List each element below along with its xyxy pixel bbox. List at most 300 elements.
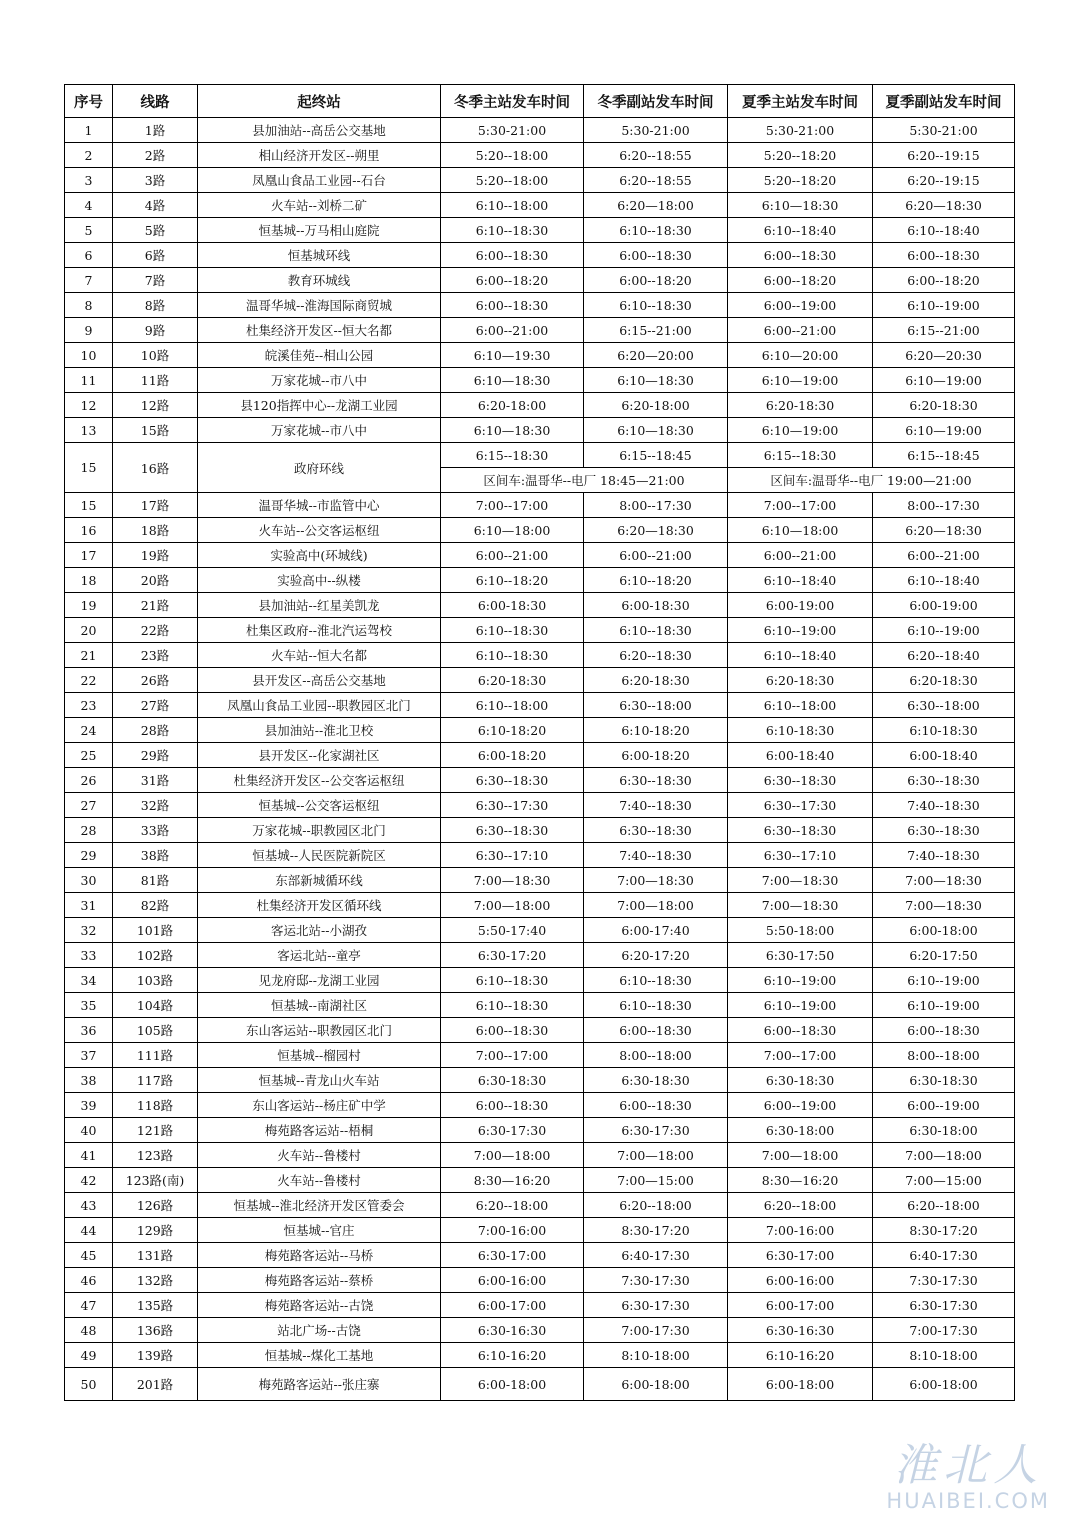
cell-winter-sub: 7:40--18:30 (584, 843, 728, 868)
cell-summer-main: 6:10--19:00 (728, 993, 873, 1018)
cell-winter-main: 6:00--18:30 (441, 1018, 584, 1043)
cell-winter-sub: 6:20—20:00 (584, 343, 728, 368)
cell-no: 36 (65, 1018, 113, 1043)
table-row (65, 943, 1015, 968)
cell-summer-main: 6:10-18:30 (728, 718, 873, 743)
cell-route: 19路 (113, 543, 198, 568)
cell-summer-main: 6:00-19:00 (728, 593, 873, 618)
cell-winter-sub: 6:20—18:30 (584, 518, 728, 543)
cell-no: 9 (65, 318, 113, 343)
cell-summer-sub: 6:20-18:30 (873, 393, 1015, 418)
cell-summer-sub: 5:30-21:00 (873, 118, 1015, 143)
cell-no: 41 (65, 1143, 113, 1168)
cell-summer-main: 6:10—19:00 (728, 418, 873, 443)
cell-no: 22 (65, 668, 113, 693)
table-row (65, 1368, 1015, 1401)
cell-stops: 客运北站--童亭 (198, 943, 441, 968)
cell-route: 18路 (113, 518, 198, 543)
cell-route: 32路 (113, 793, 198, 818)
cell-stops: 恒基城--南湖社区 (198, 993, 441, 1018)
cell-winter-main: 7:00-16:00 (441, 1218, 584, 1243)
cell-summer-sub: 6:20--19:15 (873, 168, 1015, 193)
cell-summer-sub: 7:30-17:30 (873, 1268, 1015, 1293)
table-row (65, 343, 1015, 368)
cell-winter-sub: 8:10-18:00 (584, 1343, 728, 1368)
cell-winter-main: 6:10--18:00 (441, 693, 584, 718)
cell-route: 11路 (113, 368, 198, 393)
cell-summer-main: 8:30—16:20 (728, 1168, 873, 1193)
table-row (65, 493, 1015, 518)
cell-winter-main: 6:10--18:30 (441, 643, 584, 668)
table-row (65, 893, 1015, 918)
cell-winter-sub: 7:00—15:00 (584, 1168, 728, 1193)
cell-winter-main: 7:00—18:00 (441, 893, 584, 918)
cell-no: 6 (65, 243, 113, 268)
cell-stops: 杜集经济开发区--公交客运枢纽 (198, 768, 441, 793)
cell-summer-main: 6:10-16:20 (728, 1343, 873, 1368)
cell-route: 20路 (113, 568, 198, 593)
cell-summer-sub: 6:00-18:00 (873, 1368, 1015, 1401)
cell-winter-main: 5:20--18:00 (441, 143, 584, 168)
cell-summer-main: 6:00-18:40 (728, 743, 873, 768)
cell-stops: 火车站--鲁楼村 (198, 1168, 441, 1193)
table-row (65, 643, 1015, 668)
header-winter-sub: 冬季副站发车时间 (584, 85, 728, 118)
cell-no: 26 (65, 768, 113, 793)
cell-winter-sub: 6:30-17:30 (584, 1118, 728, 1143)
cell-stops: 实验高中(环城线) (198, 543, 441, 568)
cell-route: 132路 (113, 1268, 198, 1293)
cell-winter-main: 6:30--18:30 (441, 818, 584, 843)
cell-summer-main: 6:30--18:30 (728, 818, 873, 843)
cell-winter-sub: 7:00—18:00 (584, 1143, 728, 1168)
cell-summer-sub: 6:00-18:00 (873, 918, 1015, 943)
cell-stops: 温哥华城--市监管中心 (198, 493, 441, 518)
cell-no: 11 (65, 368, 113, 393)
cell-winter-sub: 5:30-21:00 (584, 118, 728, 143)
cell-winter-sub: 6:30-18:30 (584, 1068, 728, 1093)
cell-stops: 火车站--恒大名都 (198, 643, 441, 668)
cell-winter-sub: 6:00--18:20 (584, 268, 728, 293)
table-row (65, 1093, 1015, 1118)
cell-stops: 恒基城--人民医院新院区 (198, 843, 441, 868)
cell-winter-sub: 6:20--18:00 (584, 1193, 728, 1218)
cell-summer-main: 7:00--17:00 (728, 1043, 873, 1068)
cell-winter-main: 7:00—18:00 (441, 1143, 584, 1168)
cell-stops: 相山经济开发区--朔里 (198, 143, 441, 168)
cell-summer-sub: 6:30--18:30 (873, 818, 1015, 843)
table-row (65, 1343, 1015, 1368)
cell-stops: 县开发区--化家湖社区 (198, 743, 441, 768)
cell-summer-sub: 6:00--21:00 (873, 543, 1015, 568)
cell-route: 118路 (113, 1093, 198, 1118)
cell-no: 15 (65, 443, 113, 493)
cell-no: 18 (65, 568, 113, 593)
watermark-logo (886, 1442, 1050, 1512)
cell-route: 103路 (113, 968, 198, 993)
cell-winter-main: 6:20--18:00 (441, 1193, 584, 1218)
table-row (65, 243, 1015, 268)
cell-route: 3路 (113, 168, 198, 193)
cell-summer-main: 6:00-18:00 (728, 1368, 873, 1401)
cell-no: 43 (65, 1193, 113, 1218)
cell-summer-sub: 6:40-17:30 (873, 1243, 1015, 1268)
cell-stops: 梅苑路客运站--蔡桥 (198, 1268, 441, 1293)
cell-stops: 恒基城--万马相山庭院 (198, 218, 441, 243)
table-row (65, 393, 1015, 418)
cell-route: 16路 (113, 443, 198, 493)
cell-winter-sub: 6:00-18:00 (584, 1368, 728, 1401)
cell-summer-sub: 6:00-19:00 (873, 593, 1015, 618)
table-row (65, 693, 1015, 718)
cell-note-summer: 区间车:温哥华--电厂 19:00—21:00 (728, 468, 1015, 493)
cell-summer-sub: 6:00--18:30 (873, 1018, 1015, 1043)
cell-no: 45 (65, 1243, 113, 1268)
cell-summer-main: 6:00--21:00 (728, 318, 873, 343)
cell-winter-main: 6:30-18:30 (441, 1068, 584, 1093)
cell-stops: 万家花城--市八中 (198, 418, 441, 443)
cell-stops: 县开发区--高岳公交基地 (198, 668, 441, 693)
cell-winter-sub: 6:10--18:30 (584, 293, 728, 318)
cell-route: 139路 (113, 1343, 198, 1368)
table-row (65, 293, 1015, 318)
cell-summer-main: 6:00--19:00 (728, 293, 873, 318)
cell-winter-sub: 6:20-18:00 (584, 393, 728, 418)
cell-winter-sub: 7:00—18:00 (584, 893, 728, 918)
cell-no: 3 (65, 168, 113, 193)
cell-note-winter: 区间车:温哥华--电厂 18:45—21:00 (441, 468, 728, 493)
cell-summer-sub: 6:30--18:00 (873, 693, 1015, 718)
cell-stops: 县加油站--红星美凯龙 (198, 593, 441, 618)
cell-winter-main: 6:10--18:30 (441, 618, 584, 643)
cell-no: 50 (65, 1368, 113, 1401)
table-row (65, 118, 1015, 143)
cell-winter-sub: 6:00-17:40 (584, 918, 728, 943)
cell-route: 2路 (113, 143, 198, 168)
cell-stops: 县加油站--淮北卫校 (198, 718, 441, 743)
cell-summer-sub: 7:00—18:00 (873, 1143, 1015, 1168)
table-row (65, 1043, 1015, 1068)
cell-summer-sub: 7:00-17:30 (873, 1318, 1015, 1343)
cell-winter-main: 6:00--21:00 (441, 543, 584, 568)
cell-summer-sub: 6:15--21:00 (873, 318, 1015, 343)
header-route: 线路 (113, 85, 198, 118)
cell-stops: 杜集经济开发区--恒大名都 (198, 318, 441, 343)
cell-no: 31 (65, 893, 113, 918)
cell-summer-main: 6:10--18:40 (728, 568, 873, 593)
cell-route: 126路 (113, 1193, 198, 1218)
cell-summer-sub: 6:10-18:30 (873, 718, 1015, 743)
cell-stops: 客运北站--小湖孜 (198, 918, 441, 943)
cell-stops: 万家花城--市八中 (198, 368, 441, 393)
cell-summer-main: 6:30-18:00 (728, 1118, 873, 1143)
cell-winter-main: 6:10--18:30 (441, 993, 584, 1018)
cell-winter-main: 6:30-17:20 (441, 943, 584, 968)
cell-no: 7 (65, 268, 113, 293)
table-row (65, 918, 1015, 943)
cell-summer-sub: 6:00--19:00 (873, 1093, 1015, 1118)
cell-winter-sub: 6:10--18:20 (584, 568, 728, 593)
cell-stops: 政府环线 (198, 443, 441, 493)
cell-stops: 教育环城线 (198, 268, 441, 293)
cell-winter-main: 6:30--17:30 (441, 793, 584, 818)
header-stops: 起终站 (198, 85, 441, 118)
cell-summer-main: 7:00-16:00 (728, 1218, 873, 1243)
cell-winter-main: 6:00-18:00 (441, 1368, 584, 1401)
cell-no: 40 (65, 1118, 113, 1143)
cell-no: 44 (65, 1218, 113, 1243)
cell-winter-sub: 6:20--18:55 (584, 168, 728, 193)
cell-stops: 火车站--鲁楼村 (198, 1143, 441, 1168)
cell-winter-sub: 6:00-18:30 (584, 593, 728, 618)
cell-winter-sub: 7:00—18:30 (584, 868, 728, 893)
table-row (65, 793, 1015, 818)
cell-no: 24 (65, 718, 113, 743)
cell-no: 23 (65, 693, 113, 718)
cell-summer-sub: 6:10--18:40 (873, 568, 1015, 593)
cell-route: 117路 (113, 1068, 198, 1093)
cell-no: 25 (65, 743, 113, 768)
cell-winter-main: 8:30—16:20 (441, 1168, 584, 1193)
cell-winter-sub: 8:30-17:20 (584, 1218, 728, 1243)
cell-summer-sub: 8:30-17:20 (873, 1218, 1015, 1243)
table-row (65, 868, 1015, 893)
table-row (65, 718, 1015, 743)
cell-winter-main: 6:00--18:30 (441, 243, 584, 268)
cell-summer-main: 6:30-17:00 (728, 1243, 873, 1268)
cell-summer-main: 6:30--17:30 (728, 793, 873, 818)
cell-winter-main: 6:10--18:30 (441, 218, 584, 243)
schedule-body (65, 118, 1015, 1401)
cell-summer-main: 6:30--17:10 (728, 843, 873, 868)
cell-winter-main: 6:10--18:00 (441, 193, 584, 218)
cell-stops: 恒基城--公交客运枢纽 (198, 793, 441, 818)
cell-winter-sub: 6:20--18:30 (584, 643, 728, 668)
table-row (65, 1168, 1015, 1193)
cell-winter-main: 6:30-17:00 (441, 1243, 584, 1268)
cell-summer-main: 7:00—18:30 (728, 893, 873, 918)
cell-stops: 恒基城--榴园村 (198, 1043, 441, 1068)
cell-summer-main: 7:00—18:30 (728, 868, 873, 893)
cell-winter-main: 6:30--17:10 (441, 843, 584, 868)
cell-stops: 火车站--刘桥二矿 (198, 193, 441, 218)
cell-summer-sub: 7:40--18:30 (873, 793, 1015, 818)
cell-no: 4 (65, 193, 113, 218)
cell-summer-main: 6:30-18:30 (728, 1068, 873, 1093)
cell-summer-sub: 7:00—18:30 (873, 868, 1015, 893)
table-row (65, 818, 1015, 843)
cell-winter-sub: 7:40--18:30 (584, 793, 728, 818)
cell-route: 81路 (113, 868, 198, 893)
cell-no: 47 (65, 1293, 113, 1318)
cell-no: 1 (65, 118, 113, 143)
cell-route: 5路 (113, 218, 198, 243)
cell-winter-sub: 6:10--18:30 (584, 618, 728, 643)
cell-summer-main: 6:20-18:30 (728, 393, 873, 418)
cell-summer-main: 6:10--18:40 (728, 643, 873, 668)
cell-stops: 恒基城--官庄 (198, 1218, 441, 1243)
table-row (65, 218, 1015, 243)
cell-winter-sub: 6:00--18:30 (584, 243, 728, 268)
cell-summer-sub: 6:20-18:30 (873, 668, 1015, 693)
table-row (65, 543, 1015, 568)
cell-route: 111路 (113, 1043, 198, 1068)
cell-winter-sub: 6:20-17:20 (584, 943, 728, 968)
cell-stops: 东山客运站--职教园区北门 (198, 1018, 441, 1043)
cell-summer-main: 6:30-16:30 (728, 1318, 873, 1343)
cell-no: 49 (65, 1343, 113, 1368)
cell-winter-main: 6:20-18:00 (441, 393, 584, 418)
bus-schedule-table (64, 84, 1015, 1401)
cell-stops: 杜集经济开发区循环线 (198, 893, 441, 918)
cell-no: 17 (65, 543, 113, 568)
cell-summer-sub: 6:20—20:30 (873, 343, 1015, 368)
cell-no: 16 (65, 518, 113, 543)
cell-summer-main: 5:30-21:00 (728, 118, 873, 143)
cell-winter-main: 5:30-21:00 (441, 118, 584, 143)
cell-no: 21 (65, 643, 113, 668)
cell-summer-sub: 6:10—19:00 (873, 418, 1015, 443)
cell-summer-sub: 6:20—18:30 (873, 193, 1015, 218)
table-row (65, 1218, 1015, 1243)
header-no: 序号 (65, 85, 113, 118)
cell-summer-sub: 6:30-18:30 (873, 1068, 1015, 1093)
cell-summer-main: 6:10—18:00 (728, 518, 873, 543)
table-row (65, 743, 1015, 768)
cell-no: 46 (65, 1268, 113, 1293)
header-summer-main: 夏季主站发车时间 (728, 85, 873, 118)
cell-winter-main: 6:10-16:20 (441, 1343, 584, 1368)
cell-route: 15路 (113, 418, 198, 443)
cell-summer-sub: 6:30-18:00 (873, 1118, 1015, 1143)
cell-stops: 杜集区政府--淮北汽运驾校 (198, 618, 441, 643)
cell-winter-main: 6:00-16:00 (441, 1268, 584, 1293)
cell-stops: 实验高中--纵楼 (198, 568, 441, 593)
cell-summer-main: 6:00--18:30 (728, 243, 873, 268)
cell-stops: 站北广场--古饶 (198, 1318, 441, 1343)
cell-no: 15 (65, 493, 113, 518)
cell-route: 8路 (113, 293, 198, 318)
cell-winter-main: 6:00--18:20 (441, 268, 584, 293)
table-row (65, 268, 1015, 293)
cell-route: 38路 (113, 843, 198, 868)
watermark-chinese: 淮北人 (893, 1440, 1044, 1491)
cell-route: 7路 (113, 268, 198, 293)
cell-winter-sub: 6:10--18:30 (584, 218, 728, 243)
cell-winter-sub: 6:30--18:00 (584, 693, 728, 718)
cell-summer-main: 6:10—20:00 (728, 343, 873, 368)
cell-route: 82路 (113, 893, 198, 918)
cell-route: 31路 (113, 768, 198, 793)
cell-summer-main: 7:00--17:00 (728, 493, 873, 518)
cell-no: 34 (65, 968, 113, 993)
cell-no: 20 (65, 618, 113, 643)
cell-summer-sub: 6:20--19:15 (873, 143, 1015, 168)
cell-stops: 梅苑路客运站--古饶 (198, 1293, 441, 1318)
cell-winter-sub: 6:10-18:20 (584, 718, 728, 743)
cell-summer-main: 6:00--19:00 (728, 1093, 873, 1118)
cell-summer-main: 6:00--21:00 (728, 543, 873, 568)
cell-stops: 恒基城--淮北经济开发区管委会 (198, 1193, 441, 1218)
cell-route: 135路 (113, 1293, 198, 1318)
cell-summer-sub: 8:10-18:00 (873, 1343, 1015, 1368)
cell-route: 28路 (113, 718, 198, 743)
cell-winter-main: 6:00-17:00 (441, 1293, 584, 1318)
cell-no: 30 (65, 868, 113, 893)
cell-summer-sub: 6:20--18:40 (873, 643, 1015, 668)
cell-winter-main: 6:30--18:30 (441, 768, 584, 793)
cell-winter-sub: 6:30--18:30 (584, 768, 728, 793)
cell-summer-main: 6:10—19:00 (728, 368, 873, 393)
cell-summer-sub: 6:15--18:45 (873, 443, 1015, 468)
cell-winter-main: 6:00--18:30 (441, 293, 584, 318)
cell-no: 37 (65, 1043, 113, 1068)
cell-winter-main: 6:10—18:00 (441, 518, 584, 543)
cell-winter-main: 6:10—18:30 (441, 418, 584, 443)
cell-route: 104路 (113, 993, 198, 1018)
watermark-english: HUAIBEI.COM (886, 1489, 1050, 1513)
cell-summer-sub: 6:20-17:50 (873, 943, 1015, 968)
table-row (65, 518, 1015, 543)
cell-route: 9路 (113, 318, 198, 343)
cell-winter-sub: 6:30--18:30 (584, 818, 728, 843)
cell-summer-sub: 8:00--18:00 (873, 1043, 1015, 1068)
cell-route: 33路 (113, 818, 198, 843)
cell-winter-sub: 6:10--18:30 (584, 968, 728, 993)
cell-winter-sub: 6:30-17:30 (584, 1293, 728, 1318)
cell-winter-sub: 6:20—18:00 (584, 193, 728, 218)
cell-route: 29路 (113, 743, 198, 768)
cell-route: 4路 (113, 193, 198, 218)
cell-no: 48 (65, 1318, 113, 1343)
cell-route: 101路 (113, 918, 198, 943)
cell-route: 6路 (113, 243, 198, 268)
cell-summer-sub: 6:00--18:30 (873, 243, 1015, 268)
cell-stops: 县120指挥中心--龙湖工业园 (198, 393, 441, 418)
cell-summer-main: 6:10--19:00 (728, 968, 873, 993)
cell-winter-sub: 7:30-17:30 (584, 1268, 728, 1293)
cell-summer-sub: 6:00-18:40 (873, 743, 1015, 768)
cell-no: 29 (65, 843, 113, 868)
cell-no: 27 (65, 793, 113, 818)
table-row (65, 1243, 1015, 1268)
table-row (65, 1268, 1015, 1293)
cell-no: 38 (65, 1068, 113, 1093)
cell-summer-main: 6:00-16:00 (728, 1268, 873, 1293)
table-row (65, 1068, 1015, 1093)
cell-no: 2 (65, 143, 113, 168)
cell-no: 10 (65, 343, 113, 368)
cell-no: 28 (65, 818, 113, 843)
cell-winter-sub: 6:00-18:20 (584, 743, 728, 768)
table-row (65, 1318, 1015, 1343)
cell-summer-main: 6:10--18:00 (728, 693, 873, 718)
cell-stops: 火车站--公交客运枢纽 (198, 518, 441, 543)
cell-route: 21路 (113, 593, 198, 618)
cell-winter-main: 6:10--18:20 (441, 568, 584, 593)
cell-summer-main: 5:20--18:20 (728, 168, 873, 193)
cell-winter-sub: 8:00--18:00 (584, 1043, 728, 1068)
cell-stops: 见龙府邸--龙湖工业园 (198, 968, 441, 993)
cell-winter-sub: 8:00--17:30 (584, 493, 728, 518)
header-summer-sub: 夏季副站发车时间 (873, 85, 1015, 118)
cell-summer-main: 6:00--18:20 (728, 268, 873, 293)
cell-winter-main: 6:00--18:30 (441, 1093, 584, 1118)
cell-winter-main: 5:50-17:40 (441, 918, 584, 943)
cell-summer-sub: 6:10—19:00 (873, 368, 1015, 393)
cell-no: 32 (65, 918, 113, 943)
cell-winter-main: 6:15--18:30 (441, 443, 584, 468)
